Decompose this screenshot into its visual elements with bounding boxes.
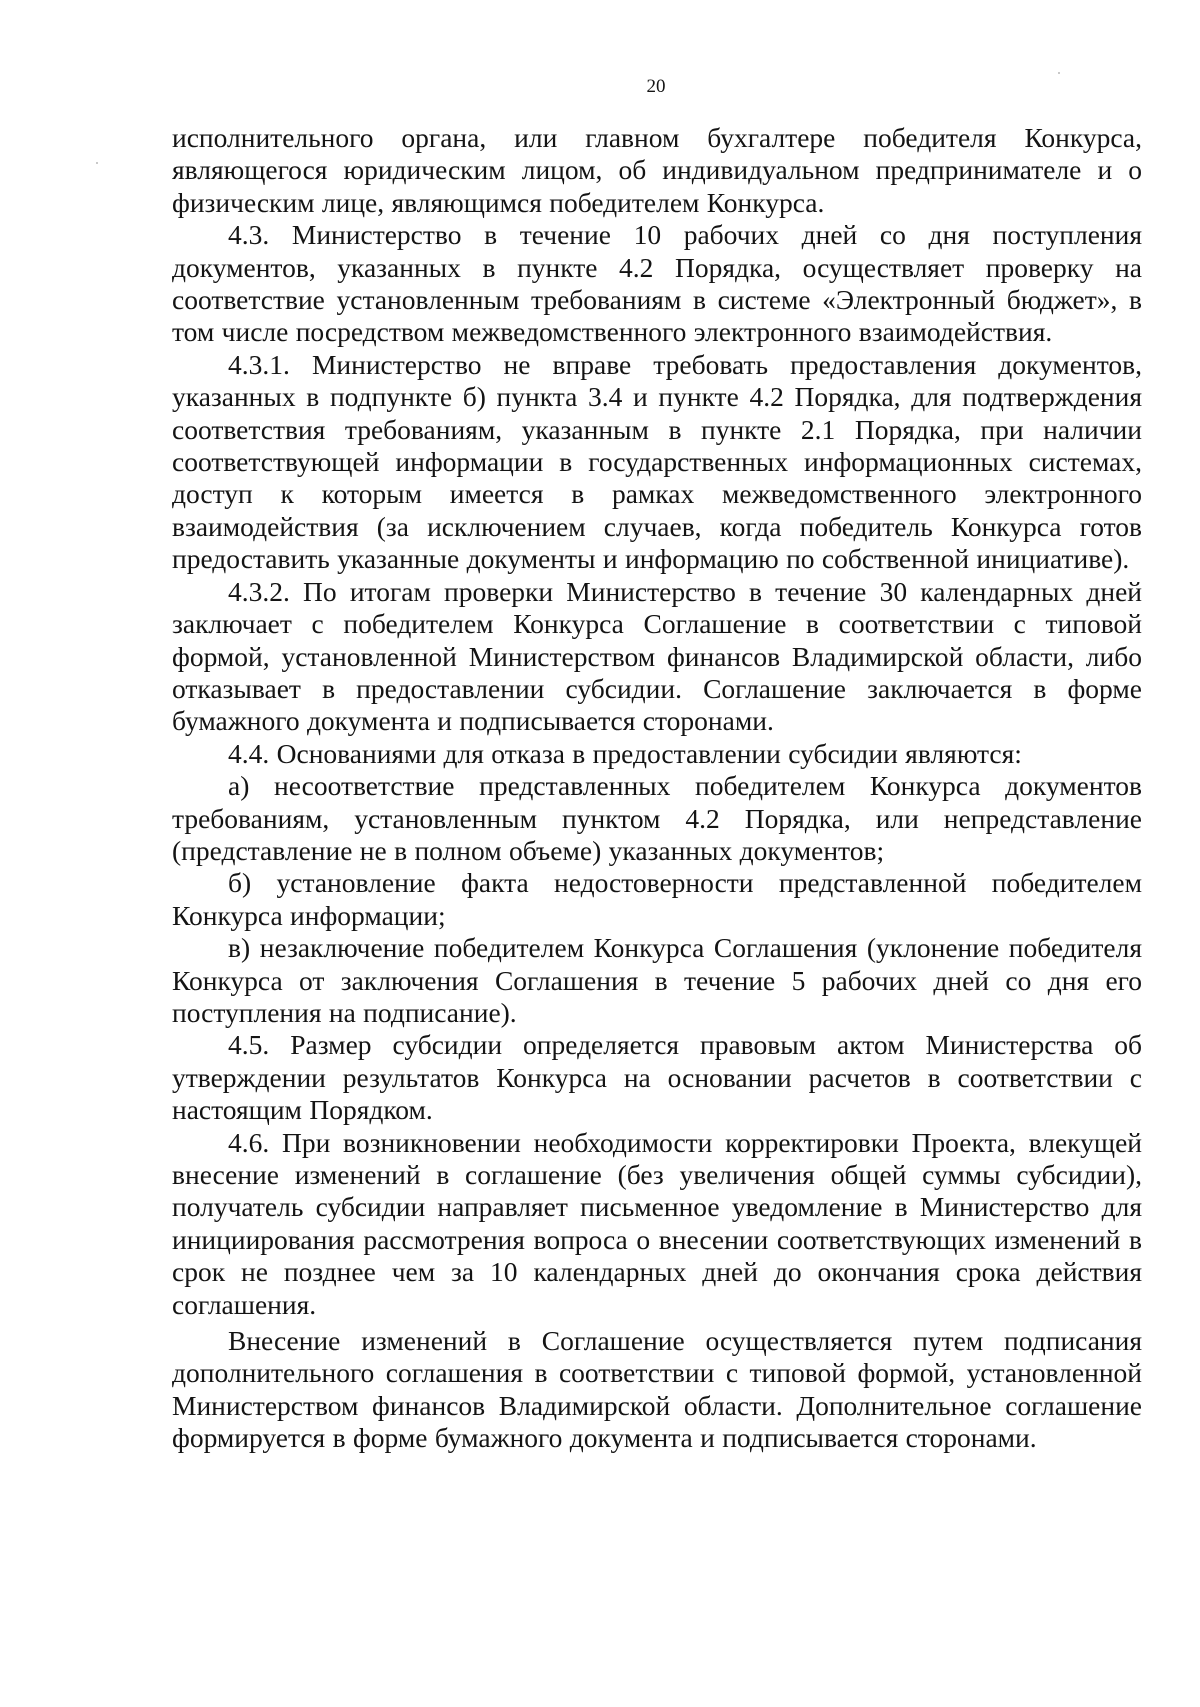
scan-speck	[96, 162, 98, 164]
paragraph-4-3: 4.3. Министерство в течение 10 рабочих дней со дня поступления документов, указанных в пункте 4.2 Порядка, осуществляет проверку на соответствие установленным требованиям в системе «Электронный бюджет», в том числе посредством межведомственного электронного взаимодействия.	[172, 219, 1142, 348]
page-number: 20	[646, 76, 666, 97]
paragraph-4-4: 4.4. Основаниями для отказа в предоставлении субсидии являются:	[228, 737, 1022, 769]
scan-speck	[1058, 72, 1060, 74]
list-item-b: б) установление факта недостоверности представленной победителем Конкурса информации;	[172, 867, 1142, 931]
paragraph-continuation: исполнительного органа, или главном бухгалтере победителя Конкурса, являющегося юридическим лицом, об индивидуальном предпринимателе и о физическим лице, являющимся победителем Конкурса.	[172, 122, 1142, 218]
paragraph-amendments: Внесение изменений в Соглашение осуществляется путем подписания дополнительного соглашения в соответствии с типовой формой, установленной Министерством финансов Владимирской области. Дополнительное соглашение формируется в форме бумажного документа и подписывается сторонами.	[172, 1325, 1142, 1454]
paragraph-4-3-2: 4.3.2. По итогам проверки Министерство в течение 30 календарных дней заключает с победителем Конкурса Соглашение в соответствии с типовой формой, установленной Министерством финансов Владимирской области, либо отказывает в предоставлении субсидии. Соглашение заключается в форме бумажного документа и подписывается сторонами.	[172, 575, 1142, 737]
document-body	[172, 122, 1142, 1455]
paragraph-4-6: 4.6. При возникновении необходимости корректировки Проекта, влекущей внесение изменений в соглашение (без увеличения общей суммы субсидии), получатель субсидии направляет письменное уведомление в Министерство для инициирования рассмотрения вопроса о внесении соответствующих изменений в срок не позднее чем за 10 календарных дней до окончания срока действия соглашения.	[172, 1126, 1142, 1320]
paragraph-4-5: 4.5. Размер субсидии определяется правовым актом Министерства об утверждении результатов Конкурса на основании расчетов в соответствии с настоящим Порядком.	[172, 1029, 1142, 1126]
list-item-a: а) несоответствие представленных победителем Конкурса документов требованиям, установленным пунктом 4.2 Порядка, или непредставление (представление не в полном объеме) указанных документов;	[172, 770, 1142, 866]
list-item-v: в) незаключение победителем Конкурса Соглашения (уклонение победителя Конкурса от заключения Соглашения в течение 5 рабочих дней со дня его поступления на подписание).	[172, 932, 1142, 1028]
paragraph-4-3-1: 4.3.1. Министерство не вправе требовать предоставления документов, указанных в подпункте б) пункта 3.4 и пункте 4.2 Порядка, для подтверждения соответствия требованиям, указанным в пункте 2.1 Порядка, при наличии соответствующей информации в государственных информационных системах, доступ к которым имеется в рамках межведомственного электронного взаимодействия (за исключением случаев, когда победитель Конкурса готов предоставить указанные документы и информацию по собственной инициативе).	[172, 348, 1142, 575]
